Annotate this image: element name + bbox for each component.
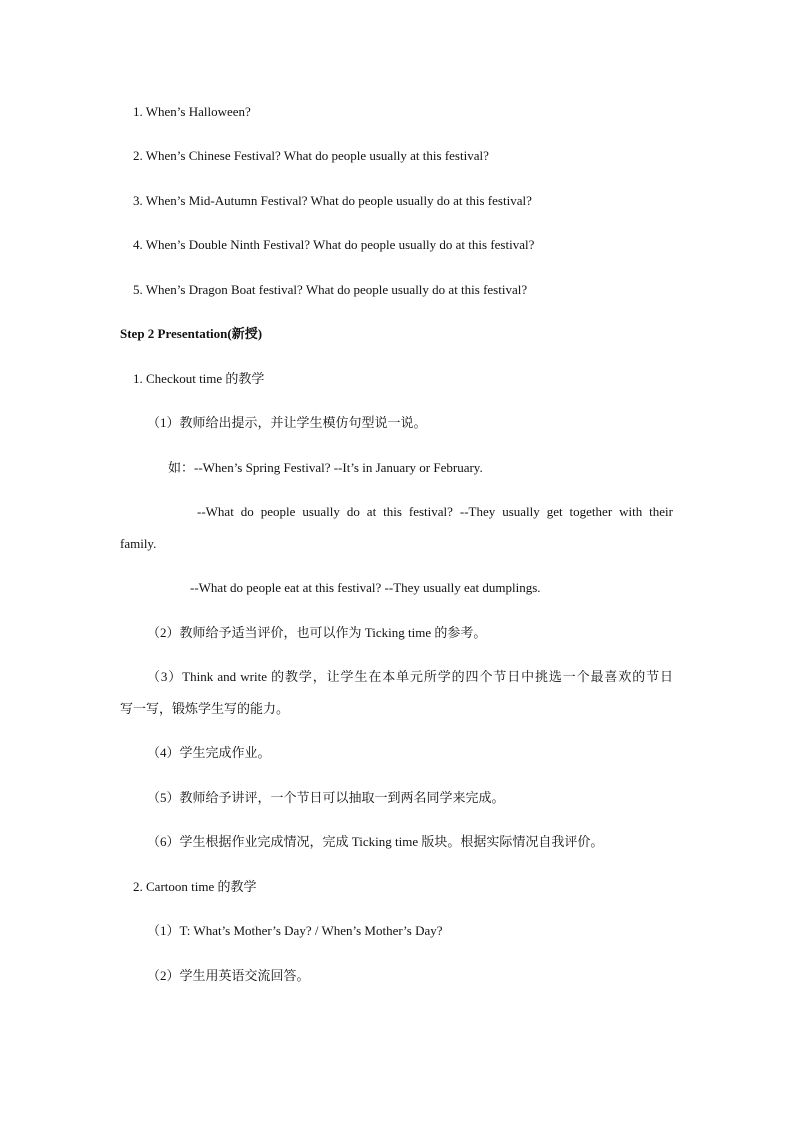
section1-title: 1. Checkout time 的教学 — [133, 371, 265, 386]
s1-example-1: 如：--When’s Spring Festival? --It’s in January or February. — [168, 460, 483, 475]
s1-example-2: --What do people usually do at this festival? --They usually get together with their — [197, 504, 673, 519]
s1-item-3: （3）Think and write 的教学，让学生在本单元所学的四个节日中挑选一个最喜欢的节日 — [147, 669, 673, 684]
s1-item-5: （5）教师给予讲评，一个节日可以抽取一到两名同学来完成。 — [147, 790, 505, 805]
s1-item-3-cont: 写一写，锻炼学生写的能力。 — [120, 701, 290, 716]
question-2: 2. When’s Chinese Festival? What do people usually at this festival? — [133, 148, 489, 163]
s1-example-3: --What do people eat at this festival? --They usually eat dumplings. — [190, 580, 541, 595]
s1-item-1: （1）教师给出提示，并让学生模仿句型说一说。 — [147, 415, 427, 430]
s2-item-2: （2）学生用英语交流回答。 — [147, 968, 310, 983]
s1-example-2-cont: family. — [120, 536, 157, 551]
question-4: 4. When’s Double Ninth Festival? What do people usually do at this festival? — [133, 237, 535, 252]
question-5: 5. When’s Dragon Boat festival? What do people usually do at this festival? — [133, 282, 528, 297]
s1-item-6: （6）学生根据作业完成情况，完成 Ticking time 版块。根据实际情况自我评价。 — [147, 834, 604, 849]
step2-heading: Step 2 Presentation(新授) — [120, 326, 263, 341]
s1-item-2: （2）教师给予适当评价，也可以作为 Ticking time 的参考。 — [147, 625, 487, 640]
question-3: 3. When’s Mid-Autumn Festival? What do people usually do at this festival? — [133, 193, 532, 208]
s2-item-1: （1）T: What’s Mother’s Day? / When’s Mother’s Day? — [147, 923, 443, 938]
s1-item-4: （4）学生完成作业。 — [147, 745, 271, 760]
section2-title: 2. Cartoon time 的教学 — [133, 879, 257, 894]
question-1: 1. When’s Halloween? — [133, 104, 251, 119]
